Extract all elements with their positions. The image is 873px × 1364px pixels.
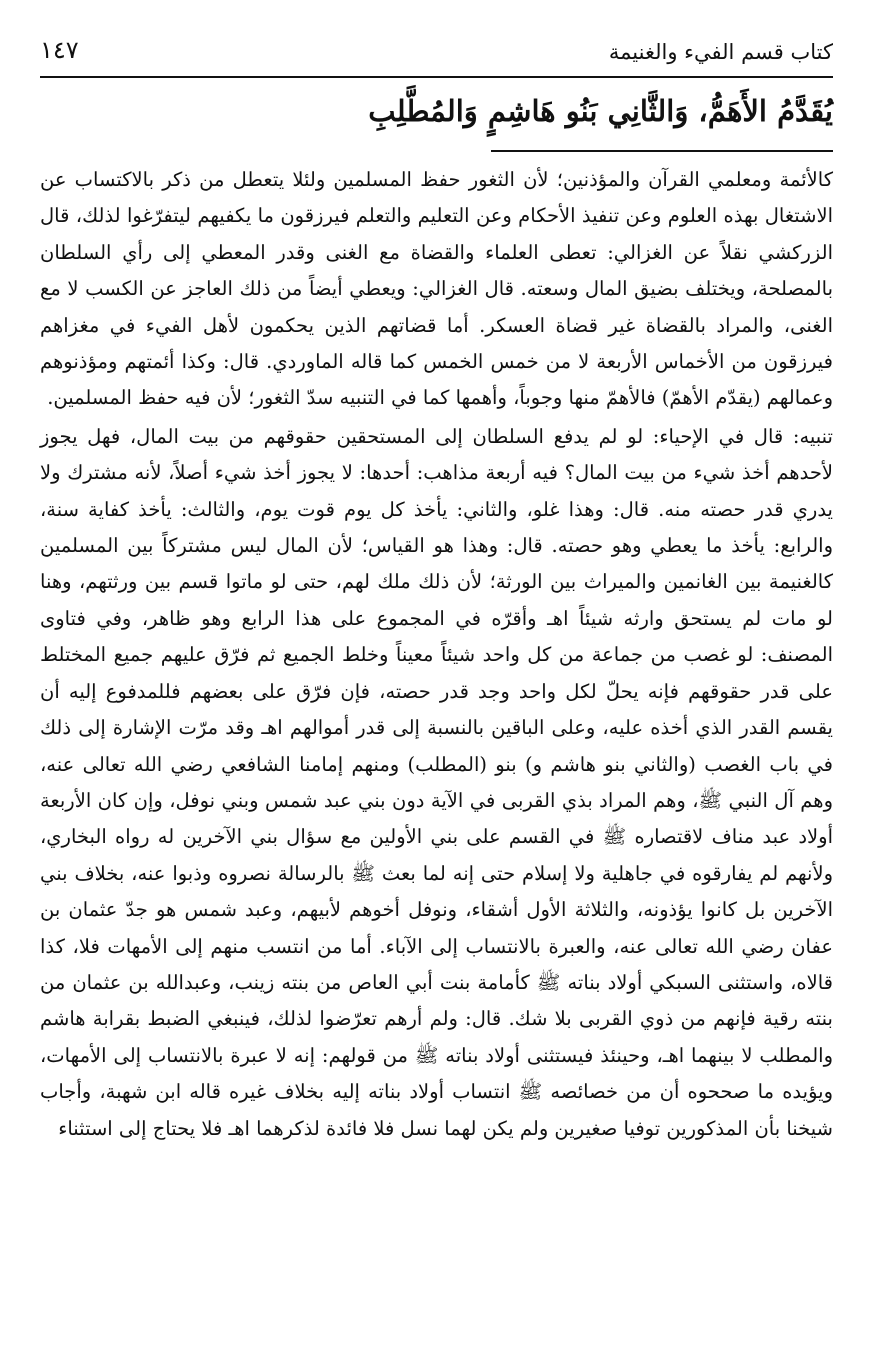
matn-divider <box>491 150 833 152</box>
paragraph-1: كالأئمة ومعلمي القرآن والمؤذنين؛ لأن الثغور حفظ المسلمين ولئلا يتعطل من ذكر بالاكتساب عن الاشتغال بهذه العلوم وعن تنفيذ الأحكام وعن التعليم والتعلم فيرزقون ما يكفيهم ليتفرّغوا لذلك، قال الزركشي نقلاً عن الغزالي: تعطى العلماء والقضاة مع الغنى وقدر المعطي إلى رأي السلطان بالمصلحة، ويختلف بضيق المال وسعته. قال الغزالي: ويعطي أيضاً من ذلك العاجز عن الكسب لا مع الغنى، والمراد بالقضاة غير قضاة العسكر. أما قضاتهم الذين يحكمون لأهل الفيء في مغزاهم فيرزقون من الأخماس الأربعة لا من خمس الخمس كما قاله الماوردي. قال: وكذا أئمتهم ومؤذنوهم وعمالهم (يقدّم الأهمّ) فالأهمّ منها وجوباً، وأهمها كما في التنبيه سدّ الثغور؛ لأن فيه حفظ المسلمين. <box>40 168 833 410</box>
paragraph-2: تنبيه: قال في الإحياء: لو لم يدفع السلطان إلى المستحقين حقوقهم من بيت المال، فهل يجوز لأحدهم أخذ شيء من بيت المال؟ فيه أربعة مذاهب: أحدها: لا يجوز أخذ شيء أصلاً، لأنه مشترك ولا يدري قدر حصته منه. قال: وهذا غلو، والثاني: يأخذ كل يوم قوت يوم، والثالث: يأخذ كفاية سنة، والرابع: يأخذ ما يعطي وهو حصته. قال: وهذا هو القياس؛ لأن المال ليس مشتركاً بين المسلمين كالغنيمة بين الغانمين والميراث بين الورثة؛ لأن ذلك ملك لهم، حتى لو ماتوا قسم بين ورثتهم، وهنا لو مات لم يستحق وارثه شيئاً اهـ وأقرّه في المجموع على هذا الرابع وهو ظاهر، وفي فتاوى المصنف: لو غصب من جماعة من كل واحد شيئاً معيناً وخلط الجميع ثم فرّق عليهم جميع المختلط على قدر حقوقهم فإنه يحلّ لكل واحد وجد قدر حصته، فإن فرّق على بعضهم فللمدفوع إليه أن يقسم القدر الذي أخذه عليه، وعلى الباقين بالنسبة إلى قدر أموالهم اهـ وقد مرّت الإشارة إلى ذلك في باب الغصب (والثاني بنو هاشم و) بنو (المطلب) ومنهم إمامنا الشافعي رضي الله تعالى عنه، وهم آل النبي ﷺ، وهم المراد بذي القربى في الآية دون بني عبد شمس وبني نوفل، وإن كان الأربعة أولاد عبد مناف لاقتصاره ﷺ في القسم على بني الأولين مع سؤال بني الآخرين له رواه البخاري، ولأنهم لم يفارقوه في جاهلية ولا إسلام حتى إنه لما بعث ﷺ بالرسالة نصروه وذبوا عنه، بخلاف بني الآخرين بل كانوا يؤذونه، والثلاثة الأول أشقاء، ونوفل أخوهم لأبيهم، وعبد شمس هو جدّ عثمان بن عفان رضي الله تعالى عنه، والعبرة بالانتساب إلى الآباء. أما من انتسب منهم إلى الأمهات فلا، كذا قالاه، واستثنى السبكي أولاد بناته ﷺ كأمامة بنت أبي العاص من بنته زينب، وعبدالله بن عثمان من بنته رقية فإنهم من ذوي القربى بلا شك. قال: ولم أرهم تعرّضوا لذلك، فينبغي الضبط بقرابة هاشم والمطلب لا بينهما اهـ، وحينئذ فيستثنى أولاد بناته ﷺ من قولهم: إنه لا عبرة بالانتساب إلى الأمهات، ويؤيده ما صححوه أن من خصائصه ﷺ انتساب أولاد بناته إليه بخلاف غيره قاله ابن شهبة، وأجاب شيخنا بأن المذكورين توفيا صغيرين ولم يكن لهما نسل فلا فائدة لذكرهما اهـ فلا يحتاج إلى استثناء <box>40 424 833 1140</box>
page-header <box>40 30 833 78</box>
running-title: كتاب قسم الفيء والغنيمة <box>608 40 833 64</box>
matn-heading: يُقَدَّمُ الأَهَمُّ، وَالثَّانِي بَنُو هَاشِمٍ وَالمُطَّلِبِ <box>368 94 833 128</box>
commentary-body <box>40 162 833 1147</box>
page-number: ١٤٧ <box>40 36 79 64</box>
